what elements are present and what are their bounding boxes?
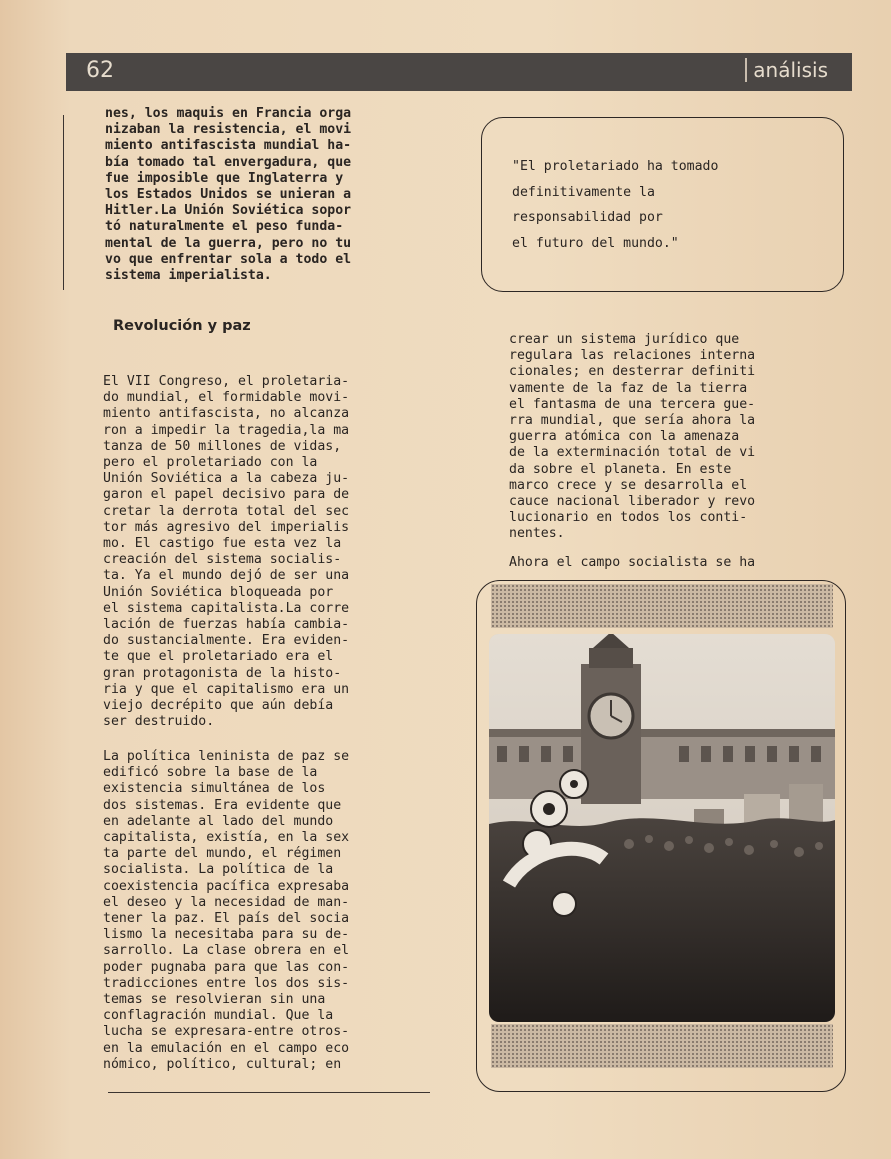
parade-photo (489, 634, 835, 1022)
pull-quote: "El proletariado ha tomado definitivamente la responsabilidad por el futuro del mundo." (512, 159, 719, 251)
intro-paragraph: nes, los maquis en Francia orga nizaban la resistencia, el movi miento antifascista mundial ha- bía tomado tal envergadura, que fue imposible que Inglaterra y los Estados Unidos se unieran a Hitler.La Unión Soviética sopor tó naturalmente el peso funda- mental de la guerra, pero no tu vo que enfrentar sola a todo el sistema imperialista. (105, 106, 352, 284)
halftone-band-top (491, 584, 833, 628)
photo-frame (476, 580, 846, 1092)
section-name: análisis (745, 58, 828, 82)
body-paragraph-4: Ahora el campo socialista se ha (509, 555, 756, 570)
body-paragraph-2: La política leninista de paz se edificó sobre la base de la existencia simultánea de los dos sistemas. Era evidente que en adelante al lado del mundo capitalista, existía, en la sex ta parte del mundo, el régimen socialista. La política de la coexistencia pacífica expresaba el deseo y la necesidad de man- tener la paz. El país del socia lismo la necesitaba para su de- sarrollo. La clase obrera en el poder pugnaba para que las con- tradicciones entre los dos sis- temas se resolvieran sin una conflagración mundial. Que la lucha se expresara-entre otros- en la emulación en el campo eco nómico, político, cultural; en (103, 749, 350, 1072)
section-subheading: Revolución y paz (113, 318, 251, 334)
bottom-rule (108, 1092, 430, 1093)
column-rule (63, 115, 64, 290)
body-paragraph-1: El VII Congreso, el proletaria- do mundial, el formidable movi- miento antifascista, no alcanza ron a impedir la tragedia,la ma tanza de 50 millones de vidas, pero el proletariado con la Unión Soviética a la cabeza ju- garon el papel decisivo para de cretar la derrota total del sec tor más agresivo del imperialis mo. El castigo fue esta vez la creación del sistema socialis- ta. Ya el mundo dejó de ser una Unión Soviética bloqueada por el sistema capitalista.La corre lación de fuerzas había cambia- do sustancialmente. Era eviden- te que el proletariado era el gran protagonista de la histo- ria y que el capitalismo era un viejo decrépito que aún debía ser destruido. (103, 374, 350, 730)
page-header (66, 53, 852, 91)
pull-quote-box (481, 117, 844, 292)
page-number: 62 (86, 58, 114, 83)
body-paragraph-3: crear un sistema jurídico que regulara las relaciones interna cionales; en desterrar definiti vamente de la faz de la tierra el fantasma de una tercera gue- rra mundial, que sería ahora la guerra atómica con la amenaza de la exterminación total de vi da sobre el planeta. En este marco crece y se desarrolla el cauce nacional liberador y revo lucionario en todos los conti- nentes. (509, 332, 756, 542)
halftone-band-bottom (491, 1024, 833, 1068)
